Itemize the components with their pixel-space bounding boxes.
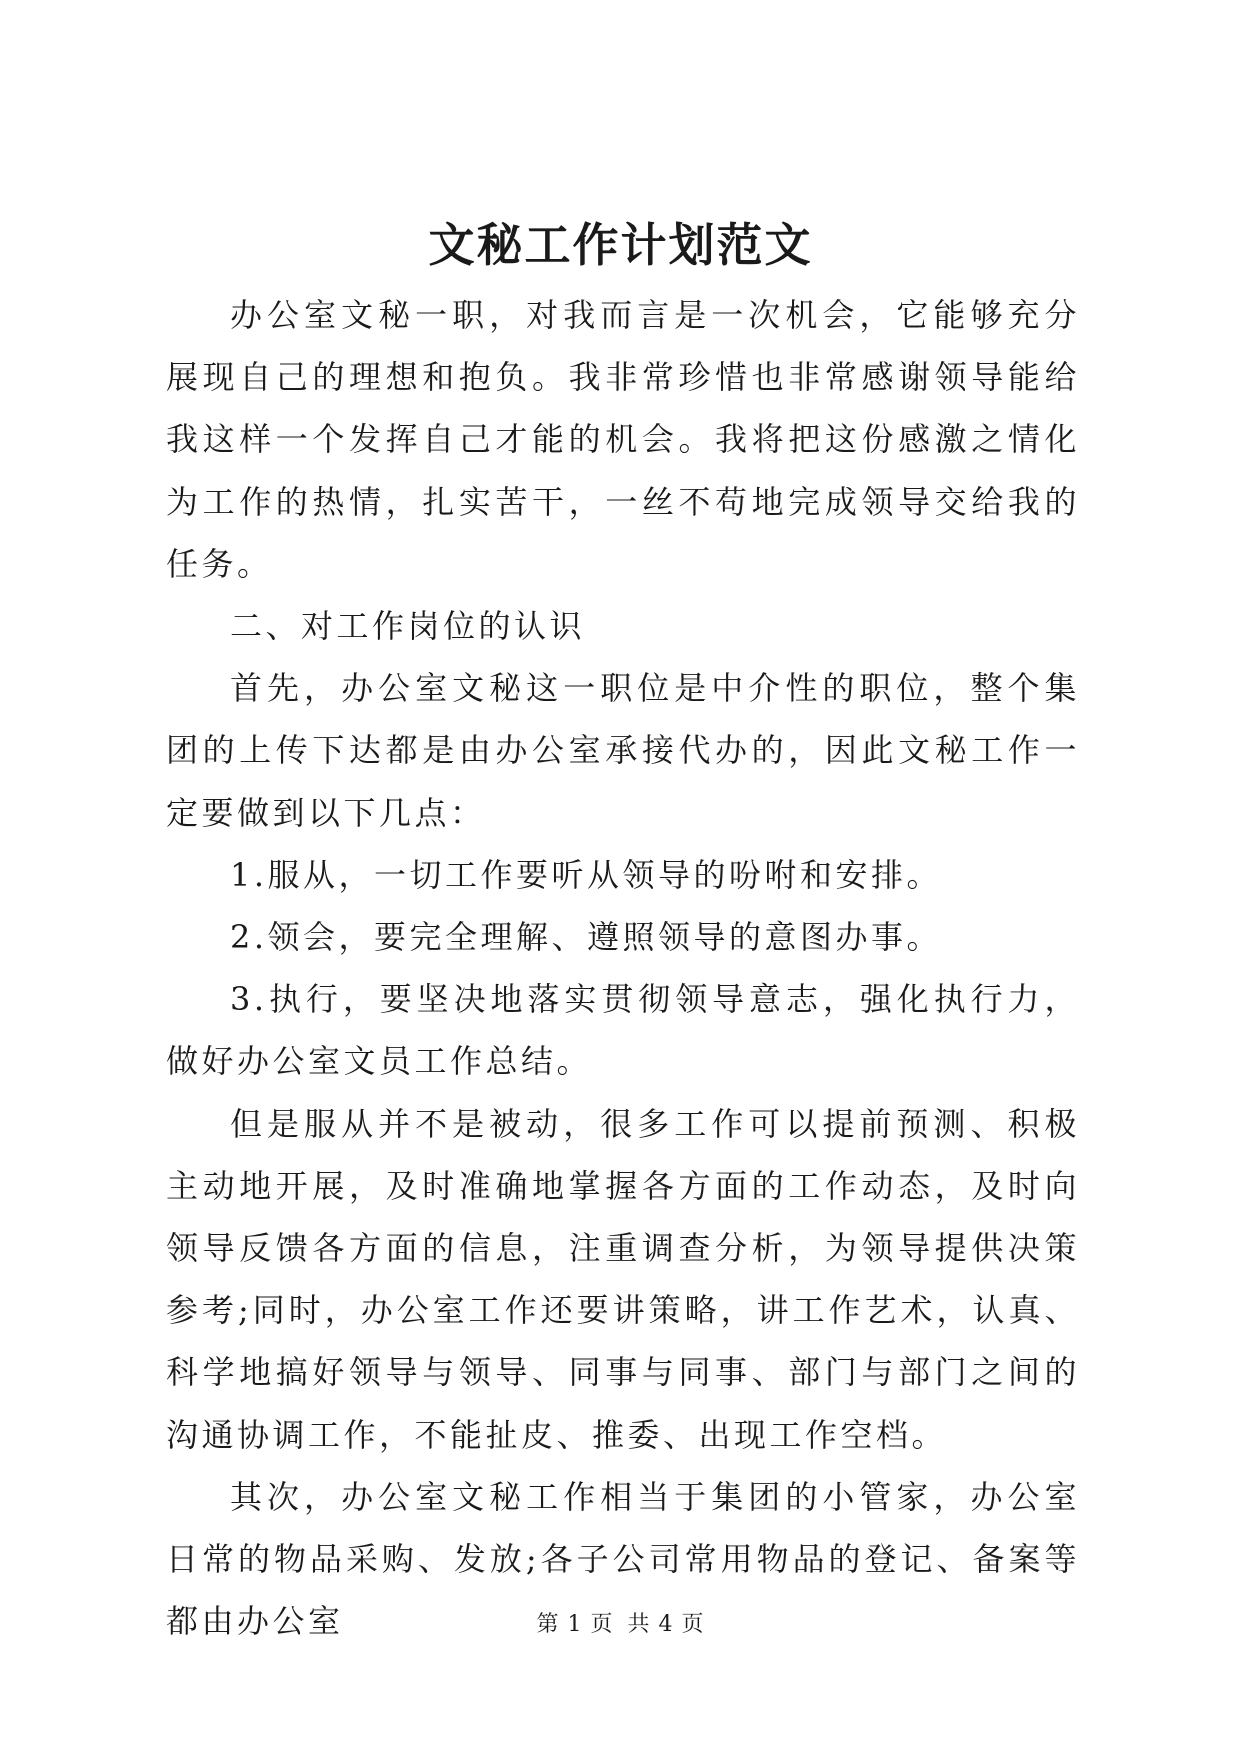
paragraph-second: 其次，办公室文秘工作相当于集团的小管家，办公室日常的物品采购、发放;各子公司常用物品的登记、备案等都由办公室 <box>166 1477 1080 1641</box>
section-heading: 二、对工作岗位的认识 <box>230 607 586 646</box>
page-number: 第 1 页 <box>536 1612 614 1637</box>
paragraph-however: 但是服从并不是被动，很多工作可以提前预测、积极主动地开展，及时准确地掌握各方面的工作动态，及时向领导反馈各方面的信息，注重调查分析，为领导提供决策参考;同时，办公室工作还要讲策略，讲工作艺术，认真、科学地搞好领导与领导、同事与同事、部门与部门之间的沟通协调工作，不能扯皮、推委、出现工作空档。 <box>166 1104 1080 1454</box>
list-item-3: 3.执行，要坚决地落实贯彻领导意志，强化执行力，做好办公室文员工作总结。 <box>166 980 1080 1081</box>
document-title: 文秘工作计划范文 <box>428 218 813 272</box>
document-body <box>166 284 1080 1652</box>
page-footer <box>0 1610 1241 1640</box>
page-total: 共 4 页 <box>627 1612 705 1637</box>
list-item-1: 1.服从，一切工作要听从领导的吩咐和安排。 <box>230 855 943 894</box>
paragraph-intro: 办公室文秘一职，对我而言是一次机会，它能够充分展现自己的理想和抱负。我非常珍惜也非常感谢领导能给我这样一个发挥自己才能的机会。我将把这份感激之情化为工作的热情，扎实苦干，一丝不苟地完成领导交给我的任务。 <box>166 296 1080 583</box>
paragraph-first: 首先，办公室文秘这一职位是中介性的职位，整个集团的上传下达都是由办公室承接代办的，因此文秘工作一定要做到以下几点： <box>166 669 1080 832</box>
list-item-2: 2.领会，要完全理解、遵照领导的意图办事。 <box>230 918 943 957</box>
